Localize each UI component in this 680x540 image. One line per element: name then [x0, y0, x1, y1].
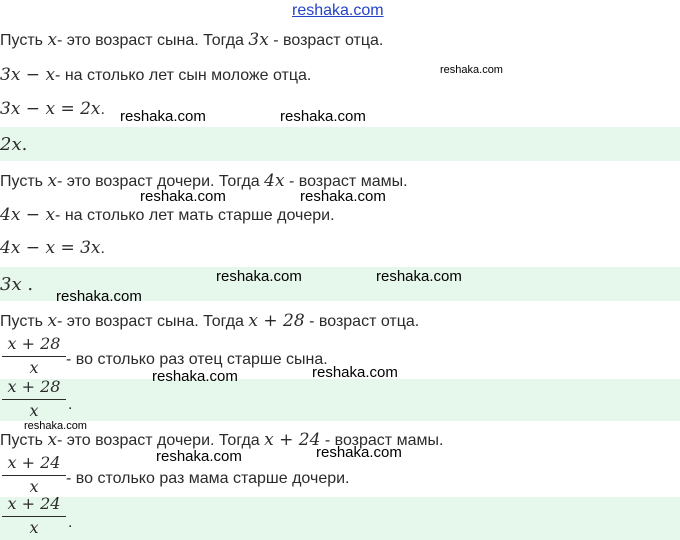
- problem-4-answer-dot: .: [68, 514, 73, 531]
- problem-3-statement: Пусть x- это возраст сына. Тогда x + 28 - возраст отца.: [0, 311, 420, 331]
- problem-4-statement: Пусть x- это возраст дочери. Тогда x + 24 - возраст мамы.: [0, 430, 444, 450]
- site-link[interactable]: reshaka.com: [292, 2, 384, 19]
- watermark: reshaka.com: [56, 288, 142, 305]
- watermark: reshaka.com: [156, 448, 242, 465]
- watermark: reshaka.com: [152, 368, 238, 385]
- watermark: reshaka.com: [312, 364, 398, 381]
- problem-1-equation: 3x − x = 2x.: [0, 99, 105, 119]
- watermark: reshaka.com: [140, 188, 226, 205]
- watermark: reshaka.com: [280, 108, 366, 125]
- problem-3-answer-fraction: x + 28 x: [2, 377, 66, 420]
- watermark: reshaka.com: [24, 420, 87, 432]
- problem-2-statement: Пусть x- это возраст дочери. Тогда 4x - возраст мамы.: [0, 171, 408, 191]
- problem-1-answer-band: [0, 127, 680, 161]
- problem-1-answer: 2x.: [0, 134, 28, 155]
- problem-3-answer-dot: .: [68, 396, 73, 413]
- watermark: reshaka.com: [216, 268, 302, 285]
- problem-2-difference: 4x − x- на столько лет мать старше дочери.: [0, 205, 335, 225]
- problem-4-answer-fraction: x + 24 x: [2, 494, 66, 537]
- problem-3-answer-band: [0, 379, 680, 421]
- problem-4-answer-band: [0, 497, 680, 540]
- problem-2-answer: 3x .: [0, 274, 34, 295]
- problem-4-ratio-text: - во столько раз мама старше дочери.: [66, 470, 350, 487]
- watermark: reshaka.com: [376, 268, 462, 285]
- watermark: reshaka.com: [120, 108, 206, 125]
- problem-3-ratio-fraction: x + 28 x: [2, 334, 66, 377]
- watermark: reshaka.com: [316, 444, 402, 461]
- watermark: reshaka.com: [300, 188, 386, 205]
- problem-1-difference: 3x − x- на столько лет сын моложе отца.: [0, 65, 312, 85]
- problem-2-equation: 4x − x = 3x.: [0, 238, 105, 258]
- watermark: reshaka.com: [440, 64, 503, 76]
- problem-1-statement: Пусть x- это возраст сына. Тогда 3x - возраст отца.: [0, 30, 384, 50]
- problem-4-ratio-fraction: x + 24 x: [2, 453, 66, 496]
- problem-3-ratio-text: - во столько раз отец старше сына.: [66, 351, 328, 368]
